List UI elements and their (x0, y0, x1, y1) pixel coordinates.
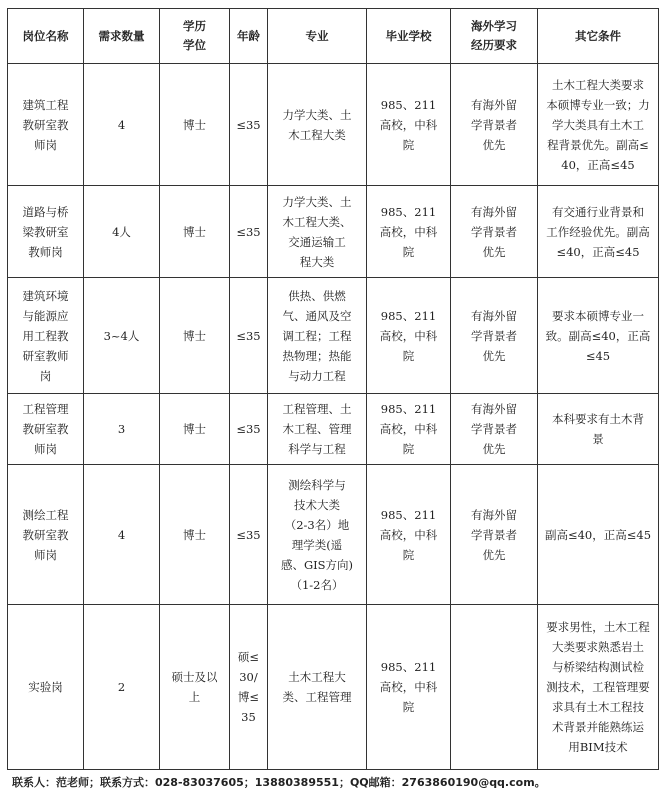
cell-other: 本科要求有土木背 景 (538, 394, 659, 465)
header-count: 需求数量 (84, 9, 160, 64)
cell-position: 工程管理 教研室教 师岗 (8, 394, 84, 465)
cell-degree: 博士 (160, 394, 230, 465)
cell-position: 实验岗 (8, 605, 84, 770)
table-row (8, 186, 659, 278)
header-row (8, 9, 659, 64)
header-age: 年龄 (230, 9, 268, 64)
table-row (8, 605, 659, 770)
cell-school: 985、211 高校，中科 院 (367, 605, 451, 770)
cell-other: 有交通行业背景和 工作经验优先。副高 ≤40，正高≤45 (538, 186, 659, 278)
cell-other: 要求本硕博专业一 致。副高≤40，正高 ≤45 (538, 278, 659, 394)
cell-major: 测绘科学与 技术大类 （2-3名）地 理学类(遥 感、GIS方向) （1-2名） (268, 465, 367, 605)
cell-other: 副高≤40，正高≤45 (538, 465, 659, 605)
recruitment-table (7, 8, 659, 770)
cell-count: 4 (84, 64, 160, 186)
cell-school: 985、211 高校，中科 院 (367, 465, 451, 605)
cell-position: 道路与桥 梁教研室 教师岗 (8, 186, 84, 278)
cell-major: 工程管理、土 木工程、管理 科学与工程 (268, 394, 367, 465)
header-degree: 学历 学位 (160, 9, 230, 64)
cell-degree: 博士 (160, 465, 230, 605)
cell-count: 4人 (84, 186, 160, 278)
table-row (8, 394, 659, 465)
header-position: 岗位名称 (8, 9, 84, 64)
cell-count: 3 (84, 394, 160, 465)
cell-age: ≤35 (230, 465, 268, 605)
cell-school: 985、211 高校，中科 院 (367, 394, 451, 465)
cell-major: 力学大类、土 木工程大类、 交通运输工 程大类 (268, 186, 367, 278)
cell-school: 985、211 高校，中科 院 (367, 186, 451, 278)
cell-overseas: 有海外留 学背景者 优先 (451, 465, 538, 605)
header-major: 专业 (268, 9, 367, 64)
cell-other: 土木工程大类要求 本硕博专业一致；力 学大类具有土木工 程背景优先。副高≤ 40，正高≤45 (538, 64, 659, 186)
header-school: 毕业学校 (367, 9, 451, 64)
cell-age: ≤35 (230, 394, 268, 465)
cell-position: 测绘工程 教研室教 师岗 (8, 465, 84, 605)
cell-age: 硕≤ 30/ 博≤ 35 (230, 605, 268, 770)
cell-position: 建筑工程 教研室教 师岗 (8, 64, 84, 186)
header-overseas: 海外学习 经历要求 (451, 9, 538, 64)
cell-major: 供热、供燃 气、通风及空 调工程；工程 热物理；热能 与动力工程 (268, 278, 367, 394)
header-other: 其它条件 (538, 9, 659, 64)
cell-degree: 硕士及以 上 (160, 605, 230, 770)
cell-degree: 博士 (160, 278, 230, 394)
cell-overseas (451, 605, 538, 770)
cell-count: 3~4人 (84, 278, 160, 394)
cell-age: ≤35 (230, 64, 268, 186)
cell-count: 2 (84, 605, 160, 770)
contact-footer: 联系人：范老师；联系方式：028-83037605；13880389551；QQ邮箱：2763860190@qq.com。 (12, 776, 546, 789)
cell-overseas: 有海外留 学背景者 优先 (451, 186, 538, 278)
cell-overseas: 有海外留 学背景者 优先 (451, 64, 538, 186)
cell-school: 985、211 高校，中科 院 (367, 278, 451, 394)
cell-major: 土木工程大 类、工程管理 (268, 605, 367, 770)
cell-overseas: 有海外留 学背景者 优先 (451, 278, 538, 394)
cell-age: ≤35 (230, 186, 268, 278)
table-row (8, 278, 659, 394)
cell-major: 力学大类、土 木工程大类 (268, 64, 367, 186)
cell-school: 985、211 高校，中科 院 (367, 64, 451, 186)
table-row (8, 465, 659, 605)
table-row (8, 64, 659, 186)
cell-other: 要求男性，土木工程 大类要求熟悉岩土 与桥梁结构测试检 测技术，工程管理要 求具有土木工程技 术背景并能熟练运 用BIM技术 (538, 605, 659, 770)
cell-overseas: 有海外留 学背景者 优先 (451, 394, 538, 465)
cell-degree: 博士 (160, 64, 230, 186)
cell-age: ≤35 (230, 278, 268, 394)
cell-position: 建筑环境 与能源应 用工程教 研室教师 岗 (8, 278, 84, 394)
cell-degree: 博士 (160, 186, 230, 278)
cell-count: 4 (84, 465, 160, 605)
